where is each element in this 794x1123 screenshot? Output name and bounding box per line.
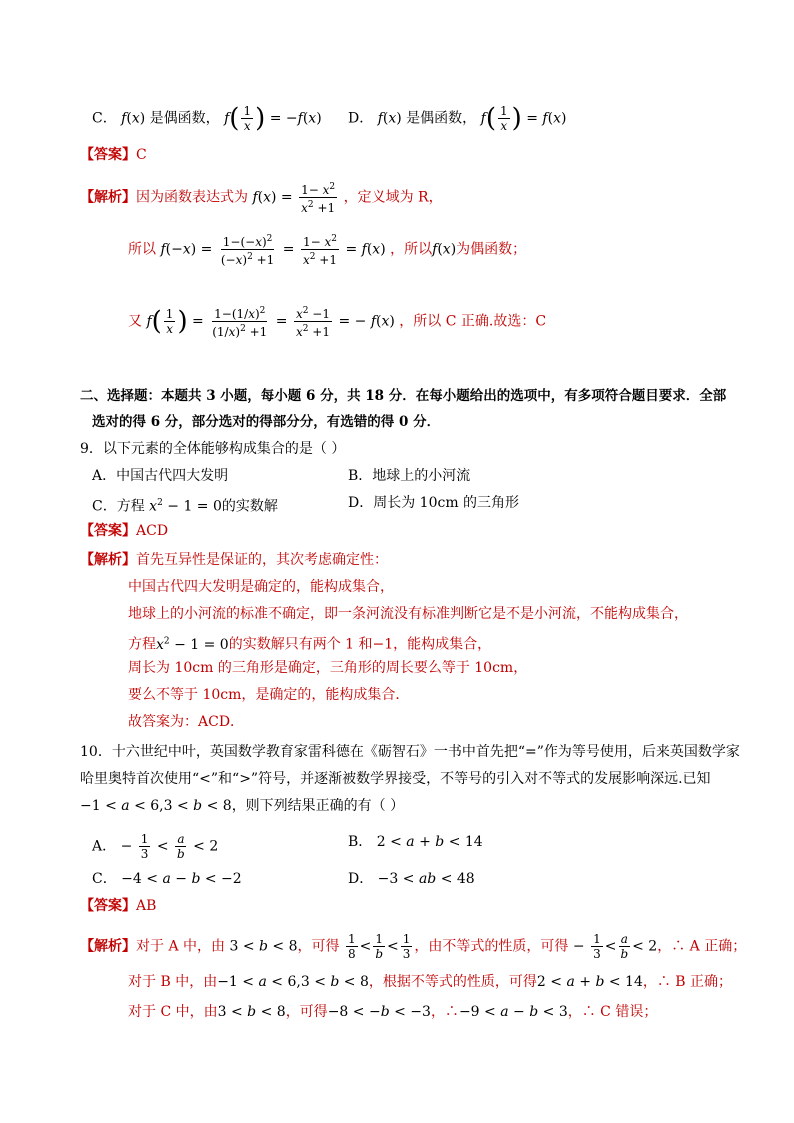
text: 对于 A 中，由	[136, 938, 226, 955]
question-10-line3: −1 < a < 6,3 < b < 8，则下列结果正确的有（ ）	[80, 798, 405, 814]
solution-10-line1: 【解析】对于 A 中，由 3 < b < 8，可得 $\frac{1}{8}$ < $\frac{1}{b}$ < $\frac{1}{3}$ ，由不等式的性质，可得 − $\frac{1}{3}$ < $\frac{a}{b}$ < 2，∴ A 正确；	[80, 932, 747, 961]
text: 所以	[128, 241, 156, 258]
text: 首先互异性是保证的，其次考虑确定性：	[136, 552, 388, 568]
answer-9	[80, 521, 168, 541]
q9-option-d: D．周长为 10cm 的三角形	[348, 495, 520, 511]
solution-9-line4: 方程$x^2 - 1 = 0$的实数解只有两个 1 和−1，能构成集合，	[128, 636, 492, 653]
text: ，根据不等式的性质，可得	[368, 974, 537, 990]
text: 为偶函数；	[456, 241, 527, 258]
text: ，∴	[430, 1004, 459, 1020]
answer-value: AB	[136, 898, 157, 914]
solution-9-line6: 要么不等于 10cm，是确定的，能构成集合．	[128, 687, 410, 703]
q10-option-c: C． −4 < a − b < −2	[92, 871, 242, 887]
solution-9-line3: 地球上的小河流的标准不确定，即一条河流没有标准判断它是不是小河流，不能构成集合，	[128, 606, 688, 622]
solution-tag: 【解析】	[80, 938, 136, 955]
option-label: C．	[92, 871, 117, 887]
solution-9-line7: 故答案为：ACD．	[128, 714, 245, 730]
option-c: C． f(x) 是偶函数， f( $\frac{1}{x}$ ) = −f(x)	[92, 103, 322, 134]
option-label: D．	[348, 110, 374, 127]
solution-9-line2: 中国古代四大发明是确定的，能构成集合，	[128, 579, 394, 595]
text: ，由不等式的性质，可得	[414, 938, 569, 955]
q9-option-c: C．方程 $x^2 - 1 = 0$的实数解	[92, 498, 278, 515]
option-text: 是偶函数，	[406, 110, 477, 127]
solution-8-line2: 所以 f(−x) = $\frac{1-(-x)^2}{(-x)^2 +1}$ = $\frac{1- x^2}{x^2 +1}$ = f(x) ，所以f(x)为偶函数；	[128, 234, 527, 267]
text: ，定义域为 R，	[343, 189, 443, 206]
option-text: 是偶函数，	[149, 110, 220, 127]
answer-tag: 【答案】	[80, 523, 136, 539]
answer-value: ACD	[136, 523, 169, 539]
text: 方程	[128, 636, 156, 653]
text: 因为函数表达式为	[136, 189, 248, 206]
text: ，∴ B 正确；	[642, 974, 733, 990]
solution-9-line1	[80, 550, 388, 570]
solution-tag: 【解析】	[80, 552, 136, 568]
text: 的实数解只有两个 1 和−1，能构成集合，	[228, 636, 492, 653]
answer-tag: 【答案】	[80, 147, 136, 163]
section-2-line2: 选对的得 6 分，部分选对的得部分分，有选错的得 0 分．	[92, 414, 441, 430]
answer-value: C	[136, 147, 147, 163]
q10-option-b: B． 2 < a + b < 14	[348, 834, 483, 850]
text: ，可得	[297, 938, 340, 955]
q9-option-b: B．地球上的小河流	[348, 468, 471, 484]
q10-option-d: D． −3 < ab < 48	[348, 871, 475, 887]
solution-10-line3: 对于 C 中，由3 < b < 8，可得−8 < −b < −3，∴−9 < a − b < 3，∴ C 错误；	[128, 1004, 658, 1020]
option-label: C．	[92, 110, 117, 127]
text: 对于 C 中，由	[128, 1004, 218, 1020]
option-label: B．	[348, 834, 373, 850]
option-label: A．	[92, 838, 117, 855]
solution-8-line1: 【解析】因为函数表达式为 f(x) = $\frac{1- x^2}{x^2 +1}$ ，定义域为 R，	[80, 182, 443, 215]
text: ，所以	[390, 241, 433, 258]
option-d: D． f(x) 是偶函数， f( $\frac{1}{x}$ ) = f(x)	[348, 103, 567, 134]
question-9-stem: 9．以下元素的全体能够构成集合的是（ ）	[80, 441, 346, 457]
text: ，可得	[285, 1004, 328, 1020]
solution-10-line2: 对于 B 中，由−1 < a < 6,3 < b < 8，根据不等式的性质，可得2 < a + b < 14，∴ B 正确；	[128, 974, 733, 990]
answer-tag: 【答案】	[80, 898, 136, 914]
text: ，则下列结果正确的有（ ）	[231, 798, 405, 814]
text: ，∴ C 错误；	[567, 1004, 658, 1020]
section-2-line1: 二、选择题：本题共 3 小题，每小题 6 分，共 18 分．在每小题给出的选项中，有多项符合题目要求．全部	[80, 388, 727, 404]
question-10-line2: 哈里奥特首次使用“<”和“>”符号，并逐渐被数学界接受，不等号的引入对不等式的发展影响深远.已知	[80, 771, 711, 787]
question-10-line1: 10．十六世纪中叶，英国数学教育家雷科德在《砺智石》一书中首先把“=”作为等号使用，后来英国数学家	[80, 744, 740, 760]
text: ，所以 C 正确.故选：C	[399, 313, 547, 330]
text: 又	[128, 313, 142, 330]
answer-8	[80, 145, 147, 165]
text: ，∴ A 正确；	[657, 938, 747, 955]
option-label: C．方程	[92, 498, 145, 515]
option-text: 的实数解	[221, 498, 278, 515]
option-label: D．	[348, 871, 374, 887]
q10-option-a: A． − $\frac{1}{3}$ < $\frac{a}{b}$ < 2	[92, 832, 219, 861]
solution-9-line5: 周长为 10cm 的三角形是确定，三角形的周长要么等于 10cm，	[128, 660, 528, 676]
solution-tag: 【解析】	[80, 189, 136, 206]
q9-option-a: A．中国古代四大发明	[92, 468, 229, 484]
text: 对于 B 中，由	[128, 974, 218, 990]
answer-10	[80, 896, 156, 916]
solution-8-line3: 又 f( $\frac{1}{x}$ ) = $\frac{1-(1/x)^2}{(1/x)^2 +1}$ = $\frac{x^2 -1}{x^2 +1}$ = − f(x) ，所以 C 正确.故选：C	[128, 306, 547, 339]
